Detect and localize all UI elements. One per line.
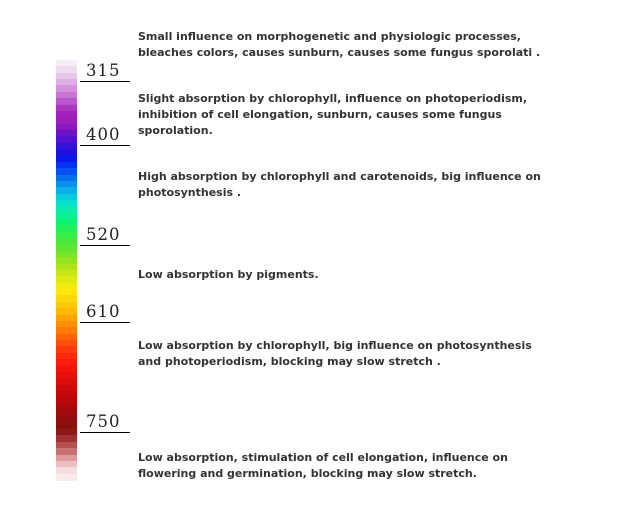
wavelength-mark-520 xyxy=(80,225,130,246)
wavelength-mark-400 xyxy=(80,125,130,146)
spectrum-band xyxy=(56,474,77,481)
wavelength-label-400: 400 xyxy=(86,125,121,144)
band-description-blue: High absorption by chlorophyll and carotenoids, big influence on photosynthesis . xyxy=(138,170,541,199)
wavelength-label-610: 610 xyxy=(86,302,121,321)
spectrum-color-bar xyxy=(56,60,77,480)
wavelength-label-750: 750 xyxy=(86,412,121,431)
band-description-far-red: Low absorption, stimulation of cell elongation, influence on flowering and germination, blocking may slow stretch. xyxy=(138,451,508,480)
wavelength-label-520: 520 xyxy=(86,225,121,244)
band-description-green: Low absorption by pigments. xyxy=(138,268,319,281)
wavelength-label-315: 315 xyxy=(86,61,121,80)
band-description-red: Low absorption by chlorophyll, big influence on photosynthesis and photoperiodism, blocking may slow stretch . xyxy=(138,339,532,368)
wavelength-mark-750 xyxy=(80,412,130,433)
wavelength-mark-315 xyxy=(80,61,130,82)
wavelength-mark-610 xyxy=(80,302,130,323)
band-description-uv: Small influence on morphogenetic and physiologic processes, bleaches colors, causes sunburn, causes some fungus sporolati . xyxy=(138,30,541,59)
band-description-violet: Slight absorption by chlorophyll, influence on photoperiodism, inhibition of cell elongation, sunburn, causes some fungus sporolation. xyxy=(138,92,528,137)
